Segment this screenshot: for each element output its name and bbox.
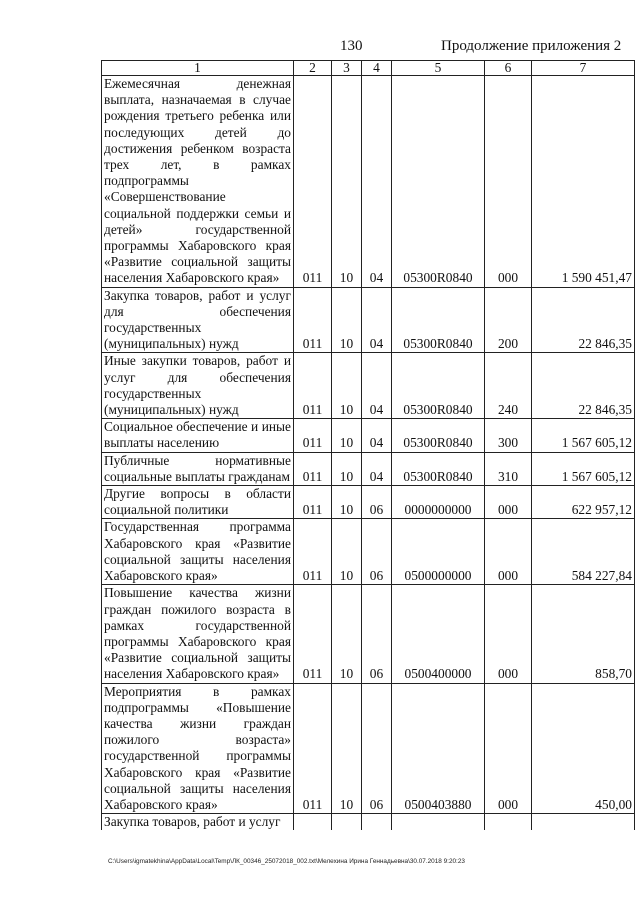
continuation-label: Продолжение приложения 2 <box>441 38 622 54</box>
cell-ministry: 011 <box>294 486 332 519</box>
cell-subsection: 06 <box>362 519 392 585</box>
cell-amount: 22 846,35 <box>532 287 635 353</box>
cell-ministry: 011 <box>294 452 332 485</box>
cell-section: 10 <box>332 486 362 519</box>
row-name: Ежемесячная денежная выплата, назначаемая в случае рождения третьего ребенка или последующих детей до достижения ребенком возраста трех лет, в рамках подпрограммы «Совершенствование социальной поддержки семьи и детей» государственной программы Хабаровского края «Развитие социальной защиты населения Хабаровского края» <box>102 76 294 288</box>
cell-amount: 858,70 <box>532 585 635 683</box>
row-name: Закупка товаров, работ и услуг <box>102 814 294 831</box>
table-row <box>102 486 635 519</box>
cell-subsection: 06 <box>362 683 392 814</box>
cell-target-item: 05300R0840 <box>392 419 485 452</box>
cell-section: 10 <box>332 76 362 288</box>
cell-expense-type: 000 <box>485 683 532 814</box>
cell-expense-type: 000 <box>485 486 532 519</box>
cell-expense-type: 300 <box>485 419 532 452</box>
cell-amount: 584 227,84 <box>532 519 635 585</box>
cell-empty <box>485 814 532 831</box>
cell-expense-type: 200 <box>485 287 532 353</box>
table-row <box>102 419 635 452</box>
cell-section: 10 <box>332 585 362 683</box>
cell-subsection: 06 <box>362 585 392 683</box>
column-header: 1 <box>102 61 294 76</box>
cell-expense-type: 310 <box>485 452 532 485</box>
column-header: 4 <box>362 61 392 76</box>
cell-amount: 22 846,35 <box>532 353 635 419</box>
cell-section: 10 <box>332 683 362 814</box>
cell-subsection: 06 <box>362 486 392 519</box>
table-row <box>102 287 635 353</box>
cell-ministry: 011 <box>294 287 332 353</box>
cell-amount: 1 567 605,12 <box>532 452 635 485</box>
cell-amount: 622 957,12 <box>532 486 635 519</box>
row-name: Мероприятия в рамках подпрограммы «Повышение качества жизни граждан пожилого возраста» государственной программы Хабаровского края «Развитие социальной защиты населения Хабаровского края» <box>102 683 294 814</box>
cell-target-item: 0000000000 <box>392 486 485 519</box>
cell-section: 10 <box>332 519 362 585</box>
cell-subsection: 04 <box>362 353 392 419</box>
cell-target-item: 05300R0840 <box>392 76 485 288</box>
cell-ministry: 011 <box>294 519 332 585</box>
cell-subsection: 04 <box>362 452 392 485</box>
file-path-footer: C:\Users\igmatekhina\AppData\Local\Temp\ЛК_00346_25072018_002.txt\Мелехина Ирина Геннадьевна\30.07.2018 9:20:23 <box>108 858 465 865</box>
row-name: Закупка товаров, работ и услуг для обеспечения государственных (муниципальных) нужд <box>102 287 294 353</box>
cell-subsection: 04 <box>362 419 392 452</box>
page-number: 130 <box>340 38 363 54</box>
cell-amount: 450,00 <box>532 683 635 814</box>
row-name: Социальное обеспечение и иные выплаты населению <box>102 419 294 452</box>
cell-target-item: 05300R0840 <box>392 353 485 419</box>
cell-target-item: 0500000000 <box>392 519 485 585</box>
table-row <box>102 76 635 288</box>
cell-ministry: 011 <box>294 76 332 288</box>
cell-target-item: 05300R0840 <box>392 287 485 353</box>
cell-section: 10 <box>332 452 362 485</box>
cell-ministry: 011 <box>294 419 332 452</box>
table-row <box>102 585 635 683</box>
cell-subsection: 04 <box>362 76 392 288</box>
column-header-row <box>102 61 635 76</box>
table-row <box>102 519 635 585</box>
cell-amount: 1 590 451,47 <box>532 76 635 288</box>
table-row-partial <box>102 814 635 831</box>
row-name: Иные закупки товаров, работ и услуг для обеспечения государственных (муниципальных) нужд <box>102 353 294 419</box>
cell-target-item: 0500400000 <box>392 585 485 683</box>
cell-expense-type: 000 <box>485 585 532 683</box>
budget-table <box>101 60 635 830</box>
cell-empty <box>532 814 635 831</box>
column-header: 7 <box>532 61 635 76</box>
table-row <box>102 452 635 485</box>
cell-section: 10 <box>332 419 362 452</box>
cell-ministry: 011 <box>294 353 332 419</box>
column-header: 2 <box>294 61 332 76</box>
cell-target-item: 0500403880 <box>392 683 485 814</box>
column-header: 6 <box>485 61 532 76</box>
table-row <box>102 353 635 419</box>
cell-empty <box>362 814 392 831</box>
cell-expense-type: 000 <box>485 519 532 585</box>
cell-subsection: 04 <box>362 287 392 353</box>
cell-amount: 1 567 605,12 <box>532 419 635 452</box>
cell-expense-type: 000 <box>485 76 532 288</box>
row-name: Публичные нормативные социальные выплаты гражданам <box>102 452 294 485</box>
column-header: 3 <box>332 61 362 76</box>
cell-empty <box>392 814 485 831</box>
cell-empty <box>294 814 332 831</box>
row-name: Другие вопросы в области социальной политики <box>102 486 294 519</box>
cell-empty <box>332 814 362 831</box>
cell-ministry: 011 <box>294 683 332 814</box>
cell-section: 10 <box>332 353 362 419</box>
cell-section: 10 <box>332 287 362 353</box>
cell-expense-type: 240 <box>485 353 532 419</box>
row-name: Государственная программа Хабаровского края «Развитие социальной защиты населения Хабаровского края» <box>102 519 294 585</box>
cell-ministry: 011 <box>294 585 332 683</box>
cell-target-item: 05300R0840 <box>392 452 485 485</box>
row-name: Повышение качества жизни граждан пожилого возраста в рамках государственной программы Хабаровского края «Развитие социальной защиты населения Хабаровского края» <box>102 585 294 683</box>
column-header: 5 <box>392 61 485 76</box>
table-row <box>102 683 635 814</box>
